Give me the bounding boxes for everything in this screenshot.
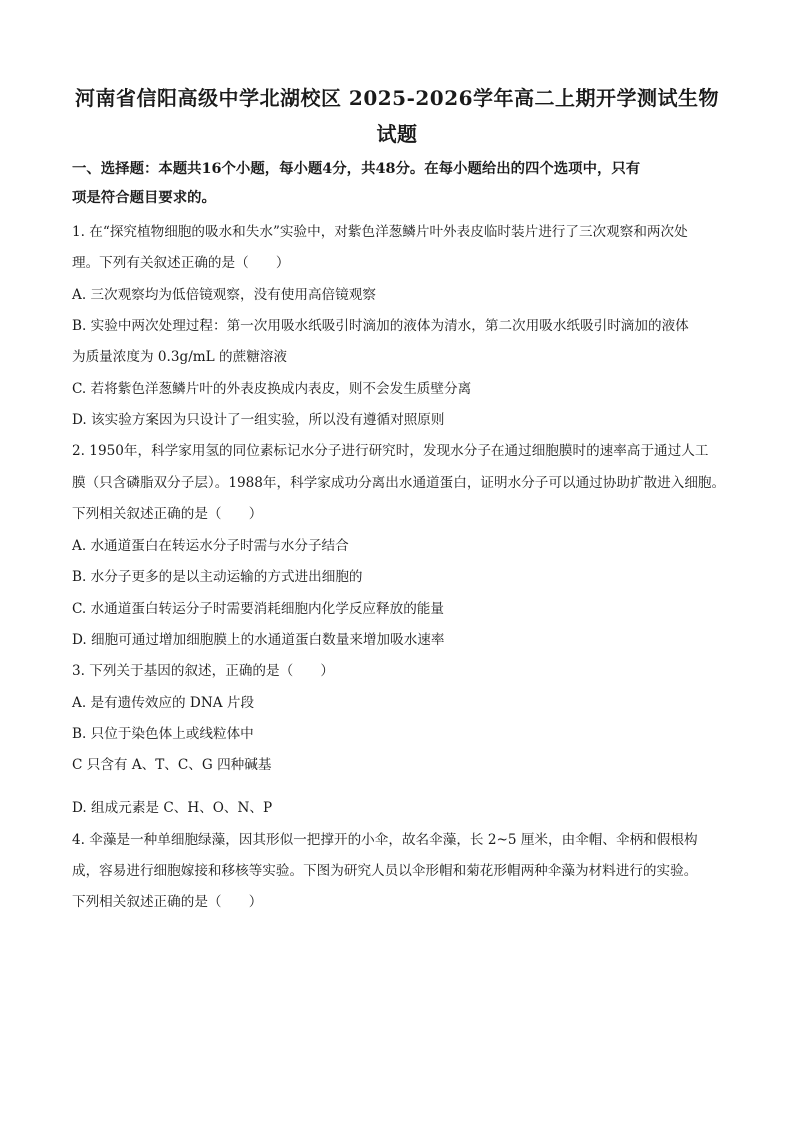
question-2-option-a: A. 水通道蛋白在转运水分子时需与水分子结合 [72, 538, 349, 554]
question-2-option-d: D. 细胞可通过增加细胞膜上的水通道蛋白数量来增加吸水速率 [72, 632, 445, 648]
question-3-option-c: C 只含有 A、T、C、G 四种碱基 [72, 757, 272, 773]
question-3-option-b: B. 只位于染色体上或线粒体中 [72, 726, 254, 742]
exam-title: 河南省信阳高级中学北湖校区 2025-2026学年高二上期开学测试生物 [74, 86, 720, 110]
question-4-stem: 下列相关叙述正确的是（ ） [72, 894, 263, 910]
question-1-option-b-continued: 为质量浓度为 0.3g/mL 的蔗糖溶液 [72, 349, 287, 365]
question-2-option-b: B. 水分子更多的是以主动运输的方式进出细胞的 [72, 569, 363, 585]
question-1-option-b: B. 实验中两次处理过程：第一次用吸水纸吸引时滴加的液体为清水，第二次用吸水纸吸引时滴加的液体 [72, 318, 689, 334]
question-1-option-c: C. 若将紫色洋葱鳞片叶的外表皮换成内表皮，则不会发生质壁分离 [72, 381, 472, 397]
question-3-stem: 3. 下列关于基因的叙述，正确的是（ ） [72, 663, 334, 679]
question-2-stem: 下列相关叙述正确的是（ ） [72, 506, 263, 522]
question-1-option-a: A. 三次观察均为低倍镜观察，没有使用高倍镜观察 [72, 287, 376, 303]
section-heading-continued: 项是符合题目要求的。 [72, 189, 216, 206]
question-3-option-a: A. 是有遗传效应的 DNA 片段 [72, 695, 255, 711]
question-1-stem: 理。下列有关叙述正确的是（ ） [72, 255, 290, 271]
question-1-option-d: D. 该实验方案因为只设计了一组实验，所以没有遵循对照原则 [72, 412, 445, 428]
section-heading: 一、选择题：本题共16个小题，每小题4分，共48分。在每小题给出的四个选项中，只有 [72, 160, 641, 177]
question-4-stem: 成，容易进行细胞嫁接和移核等实验。下图为研究人员以伞形帽和菊花形帽两种伞藻为材料进行的实验。 [72, 863, 698, 879]
question-2-stem: 2. 1950年，科学家用氢的同位素标记水分子进行研究时，发现水分子在通过细胞膜时的速率高于通过人工 [72, 443, 709, 459]
question-1-stem: 1. 在“探究植物细胞的吸水和失水”实验中，对紫色洋葱鳞片叶外表皮临时装片进行了三次观察和两次处 [72, 224, 688, 240]
question-3-option-d: D. 组成元素是 C、H、O、N、P [72, 800, 273, 816]
question-4-stem: 4. 伞藻是一种单细胞绿藻，因其形似一把撑开的小伞，故名伞藻，长 2~5 厘米，由伞帽、伞柄和假根构 [72, 832, 698, 848]
exam-title-continued: 试题 [376, 122, 418, 146]
question-2-stem: 膜（只含磷脂双分子层）。1988年，科学家成功分离出水通道蛋白，证明水分子可以通过协助扩散进入细胞。 [72, 475, 726, 491]
question-2-option-c: C. 水通道蛋白转运分子时需要消耗细胞内化学反应释放的能量 [72, 601, 444, 617]
